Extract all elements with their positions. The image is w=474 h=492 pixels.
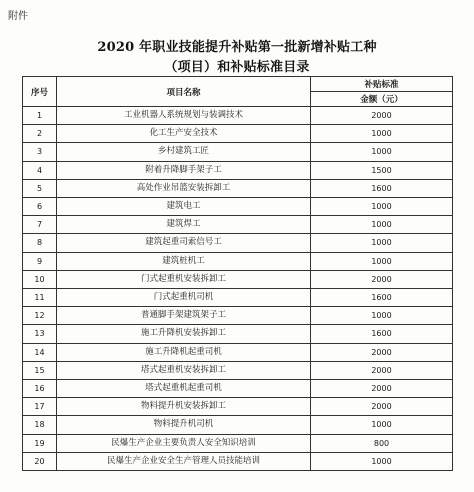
row-amount-cell: 800 xyxy=(311,434,453,452)
row-amount-cell: 2000 xyxy=(311,270,453,288)
row-name-cell: 工业机器人系统规划与装调技术 xyxy=(57,107,311,125)
table-row xyxy=(23,270,453,288)
row-number-cell: 19 xyxy=(23,434,57,452)
row-amount-cell: 1000 xyxy=(311,143,453,161)
table-row xyxy=(23,234,453,252)
row-number-cell: 18 xyxy=(23,416,57,434)
table-row xyxy=(23,143,453,161)
row-number-cell: 15 xyxy=(23,361,57,379)
row-name-cell: 乡村建筑工匠 xyxy=(57,143,311,161)
row-amount-cell: 2000 xyxy=(311,343,453,361)
row-amount-cell: 1000 xyxy=(311,307,453,325)
row-number-cell: 11 xyxy=(23,289,57,307)
row-name-cell: 高处作业吊篮安装拆卸工 xyxy=(57,179,311,197)
row-number-cell: 1 xyxy=(23,107,57,125)
table-row xyxy=(23,398,453,416)
row-number-cell: 14 xyxy=(23,343,57,361)
table-row xyxy=(23,161,453,179)
row-name-cell: 普通脚手架建筑架子工 xyxy=(57,307,311,325)
table-row xyxy=(23,179,453,197)
row-amount-cell: 1000 xyxy=(311,452,453,470)
table-body xyxy=(23,107,453,471)
row-name-cell: 施工升降机安装拆卸工 xyxy=(57,325,311,343)
header-amount: 金额（元） xyxy=(311,92,453,107)
table-row xyxy=(23,434,453,452)
table-row xyxy=(23,343,453,361)
row-amount-cell: 1000 xyxy=(311,234,453,252)
row-amount-cell: 1600 xyxy=(311,289,453,307)
row-amount-cell: 1000 xyxy=(311,216,453,234)
table-row xyxy=(23,216,453,234)
row-number-cell: 12 xyxy=(23,307,57,325)
row-number-cell: 13 xyxy=(23,325,57,343)
row-number-cell: 4 xyxy=(23,161,57,179)
table-row xyxy=(23,452,453,470)
attachment-label: 附件 xyxy=(8,11,28,22)
row-name-cell: 建筑起重司索信号工 xyxy=(57,234,311,252)
row-name-cell: 建筑焊工 xyxy=(57,216,311,234)
row-name-cell: 建筑电工 xyxy=(57,198,311,216)
row-name-cell: 民爆生产企业主要负责人安全知识培训 xyxy=(57,434,311,452)
row-number-cell: 3 xyxy=(23,143,57,161)
row-number-cell: 7 xyxy=(23,216,57,234)
table-row xyxy=(23,325,453,343)
row-amount-cell: 2000 xyxy=(311,398,453,416)
row-amount-cell: 2000 xyxy=(311,107,453,125)
header-no: 序号 xyxy=(23,77,57,107)
row-name-cell: 塔式起重机起重司机 xyxy=(57,380,311,398)
row-amount-cell: 1000 xyxy=(311,125,453,143)
row-name-cell: 附着升降脚手架子工 xyxy=(57,161,311,179)
table-row xyxy=(23,307,453,325)
row-name-cell: 物料提升机司机 xyxy=(57,416,311,434)
row-amount-cell: 2000 xyxy=(311,380,453,398)
row-name-cell: 门式起重机安装拆卸工 xyxy=(57,270,311,288)
table-row xyxy=(23,289,453,307)
row-number-cell: 5 xyxy=(23,179,57,197)
row-number-cell: 9 xyxy=(23,252,57,270)
row-amount-cell: 1000 xyxy=(311,198,453,216)
table-row xyxy=(23,361,453,379)
table-row xyxy=(23,416,453,434)
row-amount-cell: 1600 xyxy=(311,325,453,343)
header-subsidy-standard: 补贴标准 xyxy=(311,77,453,92)
row-amount-cell: 1500 xyxy=(311,161,453,179)
row-number-cell: 10 xyxy=(23,270,57,288)
table-row xyxy=(23,125,453,143)
row-name-cell: 建筑桩机工 xyxy=(57,252,311,270)
row-amount-cell: 2000 xyxy=(311,361,453,379)
row-number-cell: 16 xyxy=(23,380,57,398)
row-amount-cell: 1600 xyxy=(311,179,453,197)
row-number-cell: 8 xyxy=(23,234,57,252)
row-name-cell: 塔式起重机安装拆卸工 xyxy=(57,361,311,379)
row-name-cell: 民爆生产企业安全生产管理人员技能培训 xyxy=(57,452,311,470)
table-row xyxy=(23,252,453,270)
table-header-row xyxy=(23,77,453,92)
row-number-cell: 6 xyxy=(23,198,57,216)
document-title-line-2: （项目）和补贴标准目录 xyxy=(164,60,310,75)
header-name: 项目名称 xyxy=(57,77,311,107)
table-row xyxy=(23,107,453,125)
row-name-cell: 物料提升机安装拆卸工 xyxy=(57,398,311,416)
row-number-cell: 17 xyxy=(23,398,57,416)
row-number-cell: 2 xyxy=(23,125,57,143)
row-amount-cell: 1000 xyxy=(311,416,453,434)
document-title-line-1: 2020 年职业技能提升补贴第一批新增补贴工种 xyxy=(97,40,377,55)
table-row xyxy=(23,380,453,398)
subsidy-table xyxy=(22,76,453,471)
row-amount-cell: 1000 xyxy=(311,252,453,270)
table-row xyxy=(23,198,453,216)
row-name-cell: 化工生产安全技术 xyxy=(57,125,311,143)
row-name-cell: 门式起重机司机 xyxy=(57,289,311,307)
row-name-cell: 施工升降机起重司机 xyxy=(57,343,311,361)
row-number-cell: 20 xyxy=(23,452,57,470)
